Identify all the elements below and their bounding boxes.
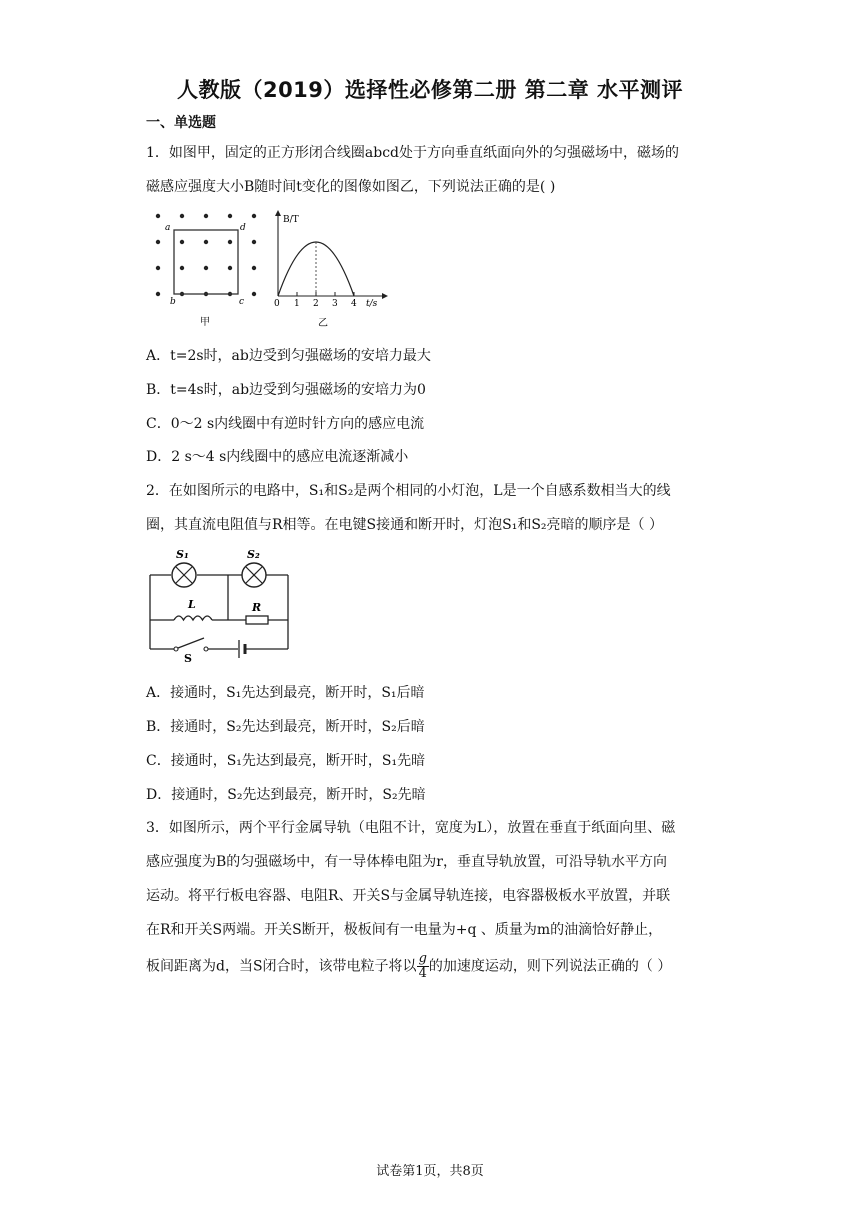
battery xyxy=(239,640,245,658)
q2-option-c: C．接通时，S₁先达到最亮，断开时，S₁先暗 xyxy=(146,753,426,769)
bt-xlabel: t/s xyxy=(366,299,378,309)
page-title: 人教版（2019）选择性必修第二册 第二章 水平测评 xyxy=(176,78,684,102)
bt-tick-4: 4 xyxy=(351,299,357,309)
q1-option-b: B．t=4s时，ab边受到匀强磁场的安培力为0 xyxy=(146,382,426,398)
resistor-r xyxy=(246,616,268,624)
q3-line-5-end: 的加速度运动，则下列说法正确的（ ） xyxy=(428,958,672,975)
label-s2: S₂ xyxy=(247,548,260,561)
page-footer: 试卷第1页，共8页 xyxy=(376,1164,484,1179)
coil-label-d: d xyxy=(240,223,246,233)
bt-tick-3: 3 xyxy=(332,299,338,309)
figure-jia-caption: 甲 xyxy=(200,317,210,328)
bt-tick-1: 1 xyxy=(294,299,300,309)
q2-option-b: B．接通时，S₂先达到最亮，断开时，S₂后暗 xyxy=(146,719,425,735)
section-heading: 一、单选题 xyxy=(146,115,216,131)
coil-label-c: c xyxy=(239,297,245,307)
q2-circuit-figure xyxy=(146,545,296,663)
lamp-s2 xyxy=(242,563,266,587)
figure-yi-caption: 乙 xyxy=(318,318,328,329)
q1-option-d: D．2 s～4 s内线圈中的感应电流逐渐减小 xyxy=(146,449,409,465)
q3-line-2: 感应强度为B的匀强磁场中，有一导体棒电阻为r，垂直导轨放置，可沿导轨水平方向 xyxy=(146,854,667,870)
q3-line-3: 运动。将平行板电容器、电阻R、开关S与金属导轨连接，电容器极板水平放置，并联 xyxy=(146,888,671,904)
label-l: L xyxy=(188,598,196,611)
coil-label-b: b xyxy=(170,297,176,307)
square-coil xyxy=(174,230,238,294)
fraction-numerator: g xyxy=(418,951,427,966)
label-s: S xyxy=(184,652,192,663)
bt-tick-2: 2 xyxy=(313,299,319,309)
q1-option-a: A．t=2s时，ab边受到匀强磁场的安培力最大 xyxy=(146,348,431,364)
inductor-coil-l xyxy=(174,616,212,620)
switch-s xyxy=(174,638,208,651)
q2-option-a: A．接通时，S₁先达到最亮，断开时，S₁后暗 xyxy=(146,685,425,701)
q2-line-1: 2．在如图所示的电路中，S₁和S₂是两个相同的小灯泡，L是一个自感系数相当大的线 xyxy=(146,483,671,499)
q2-line-2: 圈，其直流电阻值与R相等。在电键S接通和断开时，灯泡S₁和S₂亮暗的顺序是（ ） xyxy=(146,517,663,533)
q3-line-4: 在R和开关S两端。开关S断开，极板间有一电量为+q 、质量为m的油滴恰好静止， xyxy=(146,922,663,938)
fraction-g-over-4 xyxy=(417,952,429,981)
q1-option-c: C．0～2 s内线圈中有逆时针方向的感应电流 xyxy=(146,416,425,432)
q3-line-5-start: 板间距离为d，当S闭合时，该带电粒子将以 xyxy=(146,958,417,975)
q1-figure xyxy=(150,208,400,330)
label-r: R xyxy=(252,601,262,614)
q3-line-1: 3．如图所示，两个平行金属导轨（电阻不计，宽度为L），放置在垂直于纸面向里、磁 xyxy=(146,820,676,836)
q2-option-d: D．接通时，S₂先达到最亮，断开时，S₂先暗 xyxy=(146,787,426,803)
label-s1: S₁ xyxy=(176,548,189,561)
q3-line-5 xyxy=(146,952,671,981)
bt-ylabel: B/T xyxy=(283,215,299,225)
lamp-s1 xyxy=(172,563,196,587)
q1-line-2: 磁感应强度大小B随时间t变化的图像如图乙，下列说法正确的是( ) xyxy=(146,179,556,195)
coil-label-a: a xyxy=(165,223,171,233)
fraction-denominator: 4 xyxy=(418,966,427,981)
q1-line-1: 1．如图甲，固定的正方形闭合线圈abcd处于方向垂直纸面向外的匀强磁场中，磁场的 xyxy=(146,145,680,161)
bt-tick-0: 0 xyxy=(274,299,280,309)
